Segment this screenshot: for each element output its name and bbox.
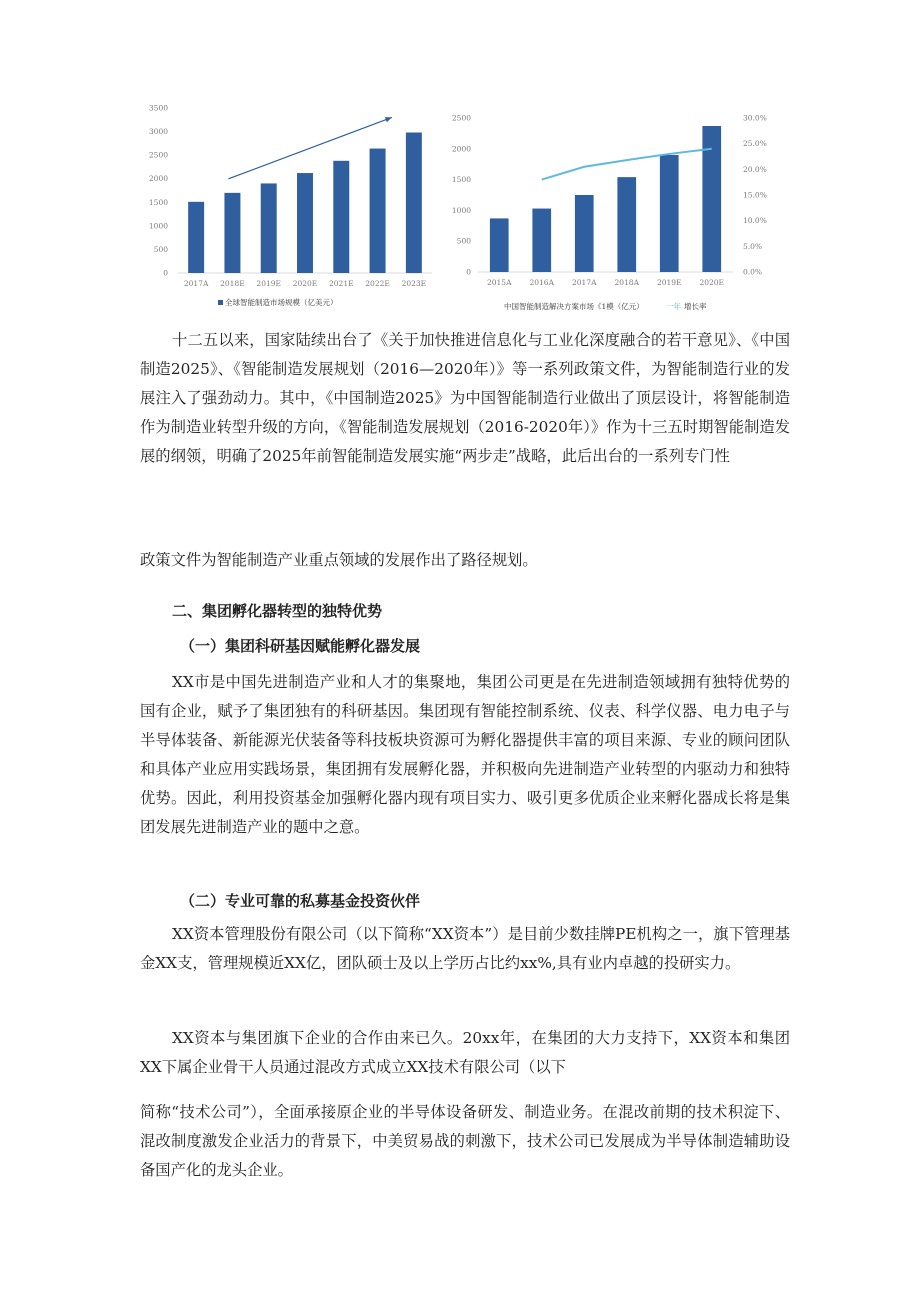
bar <box>297 173 313 273</box>
y-tick-label: 2000 <box>148 174 168 184</box>
bar <box>261 183 277 273</box>
y-tick-label: 500 <box>456 236 471 246</box>
global-market-chart-svg <box>140 98 440 320</box>
section-heading: 二、集团孵化器转型的独特优势 <box>172 602 383 620</box>
bar <box>224 193 240 273</box>
china-market-chart-svg <box>448 108 780 320</box>
y-tick-label: 2500 <box>451 113 471 123</box>
bar <box>406 133 422 273</box>
x-tick-label: 2016A <box>529 278 555 287</box>
y2-tick-label: 5.0% <box>743 241 763 251</box>
y2-tick-label: 20.0% <box>743 164 767 174</box>
paragraph-policy-continued: 政策文件为智能制造产业重点领域的发展作出了路径规划。 <box>140 551 538 569</box>
subsection-heading-research: （一）集团科研基因赋能孵化器发展 <box>180 637 421 655</box>
china-market-chart <box>448 108 780 320</box>
x-tick-label: 2021E <box>329 279 354 288</box>
legend-line-marker: 一年 <box>666 302 681 311</box>
paragraph-cooperation: XX资本与集团旗下企业的合作由来已久。20xx年，在集团的大力支持下，XX资本和集团XX下属企业骨干人员通过混改方式成立XX技术有限公司（以下 <box>140 1029 790 1076</box>
x-tick-label: 2022E <box>365 279 390 288</box>
y-tick-label: 1500 <box>148 197 168 207</box>
y-tick-label: 0 <box>466 267 471 277</box>
y-tick-label: 3500 <box>148 103 168 113</box>
y-tick-label: 1500 <box>451 175 471 185</box>
legend-label: 全球智能制造市场规模（亿美元） <box>225 298 338 307</box>
paragraph-policy: 十二五以来，国家陆续出台了《关于加快推进信息化与工业化深度融合的若干意见》、《中国制造2025》、《智能制造发展规划（2016—2020年）》等一系列政策文件，为智能制造行业的发展注入了强劲动力。其中，《中国制造2025》为中国智能制造行业做出了顶层设计，将智能制造作为制造业转型升级的方向，《智能制造发展规划（2016-2020年）》作为十三五时期智能制造发展的纲领，明确了2025年前智能制造发展实施“两步走”战略，此后出台的一系列专门性 <box>140 331 790 465</box>
x-tick-label: 2023E <box>401 279 427 288</box>
trend-arrow-head <box>385 117 392 122</box>
bar <box>333 161 349 273</box>
x-tick-label: 2018E <box>220 279 245 288</box>
x-tick-label: 2017A <box>183 279 209 288</box>
x-tick-label: 2015A <box>486 278 512 287</box>
y-tick-label: 0 <box>163 268 168 278</box>
subsection-heading-partner: （二）专业可靠的私募基金投资伙伴 <box>180 892 421 910</box>
y2-tick-label: 15.0% <box>743 190 767 200</box>
y-tick-label: 2000 <box>451 144 471 154</box>
x-tick-label: 2019E <box>656 278 682 287</box>
legend-label-bars: 中国智能制造解决方案市场《1模（亿元） <box>504 302 644 311</box>
x-tick-label: 2020E <box>699 278 725 287</box>
legend-swatch <box>218 300 223 305</box>
trend-arrow-line <box>228 117 391 178</box>
y2-tick-label: 25.0% <box>743 139 767 149</box>
y-tick-label: 2500 <box>148 150 168 160</box>
bar <box>575 195 594 272</box>
bar <box>617 177 636 272</box>
bar <box>490 218 509 272</box>
paragraph-research: XX市是中国先进制造产业和人才的集聚地，集团公司更是在先进制造领域拥有独特优势的国有企业，赋予了集团独有的科研基因。集团现有智能控制系统、仪表、科学仪器、电力电子与半导体装备、新能源光伏装备等科技板块资源可为孵化器提供丰富的项目来源、专业的顾问团队和具体产业应用实践场景，集团拥有发展孵化器，并积极向先进制造产业转型的内驱动力和独特优势。因此，利用投资基金加强孵化器内现有项目实力、吸引更多优质企业来孵化器成长将是集团发展先进制造产业的题中之意。 <box>140 673 790 836</box>
x-tick-label: 2019E <box>256 279 281 288</box>
x-tick-label: 2020E <box>292 279 318 288</box>
y2-tick-label: 10.0% <box>743 216 767 226</box>
x-tick-label: 2017A <box>571 278 597 287</box>
bar <box>370 149 386 273</box>
paragraph-partner-intro: XX资本管理股份有限公司（以下简称“XX资本”）是目前少数挂牌PE机构之一，旗下管理基金XX支，管理规模近XX亿，团队硕士及以上学历占比约xx%,具有业内卓越的投研实力。 <box>140 925 790 972</box>
y-tick-label: 1000 <box>148 221 168 231</box>
global-market-chart <box>140 98 440 320</box>
y-tick-label: 500 <box>153 244 168 254</box>
y-tick-label: 3000 <box>148 127 168 137</box>
growth-rate-line <box>542 149 712 180</box>
y2-tick-label: 30.0% <box>743 113 767 123</box>
y2-tick-label: 0.0% <box>743 267 763 277</box>
bar <box>702 126 721 272</box>
bar <box>532 209 551 272</box>
x-tick-label: 2018A <box>614 278 640 287</box>
paragraph-cooperation-continued: 简称“技术公司”），全面承接原企业的半导体设备研发、制造业务。在混改前期的技术积淀下、混改制度激发企业活力的背景下，中美贸易战的刺激下，技术公司已发展成为半导体制造辅助设备国产化的龙头企业。 <box>140 1103 790 1179</box>
bar <box>660 155 679 272</box>
bar <box>188 202 204 273</box>
y-tick-label: 1000 <box>451 205 471 215</box>
legend-label-line: 增长率 <box>684 302 707 311</box>
